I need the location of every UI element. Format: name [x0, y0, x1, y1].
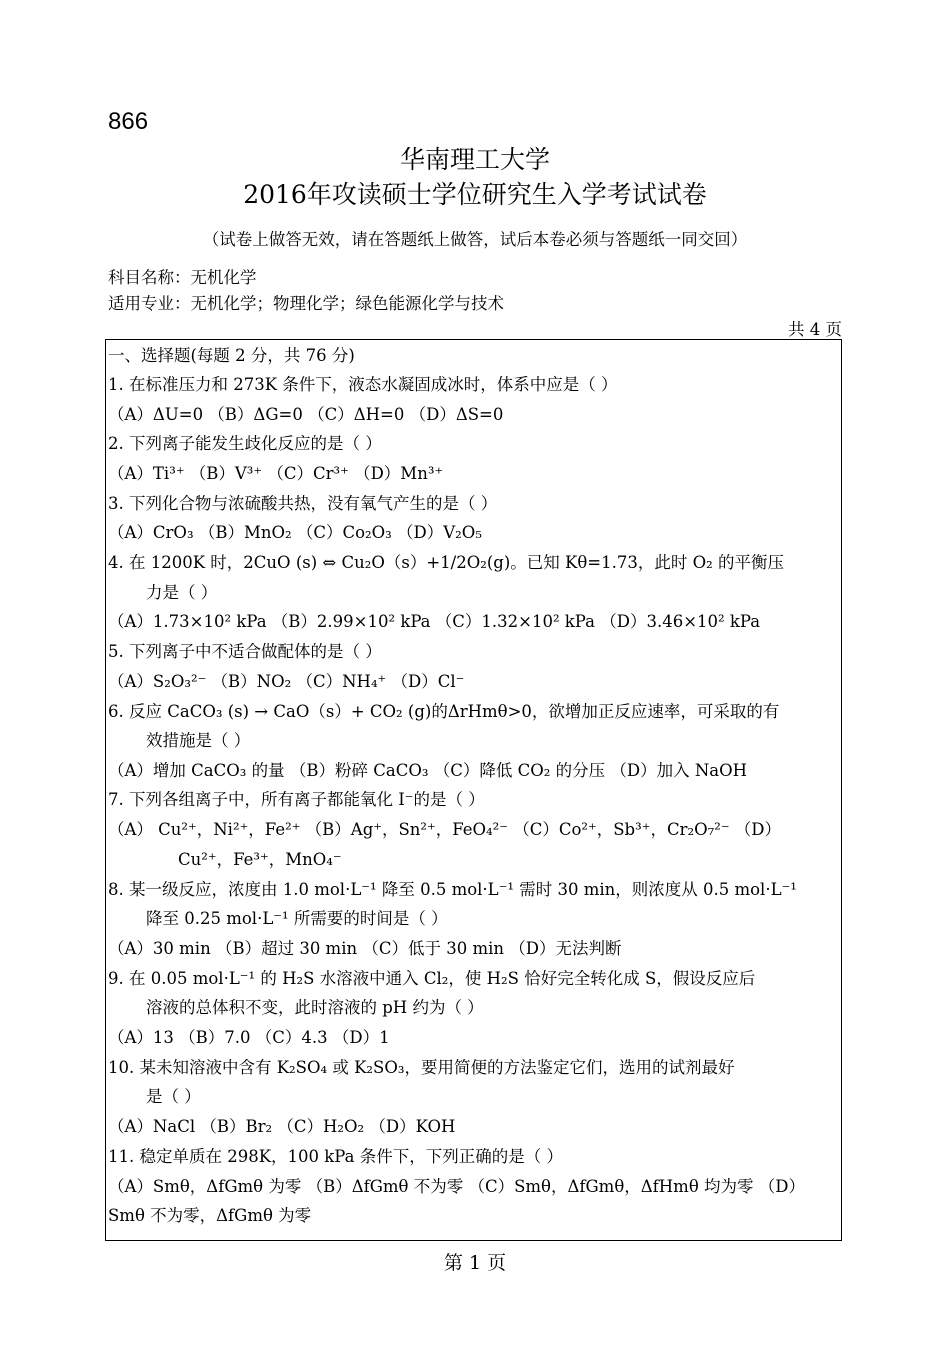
exam-code: 866	[108, 108, 149, 135]
options-line: （A）30 min （B）超过 30 min （C）低于 30 min （D）无法判断	[108, 939, 622, 958]
options-line: （A）增加 CaCO₃ 的量 （B）粉碎 CaCO₃ （C）降低 CO₂ 的分压 （D）加入 NaOH	[108, 761, 748, 780]
options-line: （A）Smθ，ΔfGmθ 为零 （B）ΔfGmθ 不为零 （C）Smθ，ΔfGmθ，ΔfHmθ 均为零 （D）	[108, 1177, 805, 1196]
options-line: （A）S₂O₃²⁻ （B）NO₂ （C）NH₄⁺ （D）Cl⁻	[108, 672, 465, 691]
exam-title: 2016年攻读硕士学位研究生入学考试试卷	[243, 180, 707, 209]
question-line: 3. 下列化合物与浓硫酸共热，没有氧气产生的是（ ）	[108, 494, 498, 513]
instruction-note: （试卷上做答无效，请在答题纸上做答，试后本卷必须与答题纸一同交回）	[202, 230, 748, 249]
question-line: 4. 在 1200K 时，2CuO (s) ⇔ Cu₂O（s）+1/2O₂(g)。已知 Kθ=1.73，此时 O₂ 的平衡压	[108, 553, 784, 572]
university-name: 华南理工大学	[399, 145, 550, 174]
question-line: 10. 某未知溶液中含有 K₂SO₄ 或 K₂SO₃，要用简便的方法鉴定它们，选用的试剂最好	[108, 1058, 735, 1077]
options-line: （A） Cu²⁺，Ni²⁺，Fe²⁺ （B）Ag⁺，Sn²⁺，FeO₄²⁻ （C）Co²⁺，Sb³⁺，Cr₂O₇²⁻ （D）	[108, 820, 782, 839]
options-line: （A）Ti³⁺ （B）V³⁺ （C）Cr³⁺ （D）Mn³⁺	[108, 464, 444, 483]
question-line: 8. 某一级反应，浓度由 1.0 mol·L⁻¹ 降至 0.5 mol·L⁻¹ 需时 30 min，则浓度从 0.5 mol·L⁻¹	[108, 880, 797, 899]
question-line-continued: 降至 0.25 mol·L⁻¹ 所需要的时间是（ ）	[146, 909, 448, 928]
question-line: 11. 稳定单质在 298K，100 kPa 条件下，下列正确的是（ ）	[108, 1147, 563, 1166]
question-line-continued: 力是（ ）	[146, 583, 218, 602]
total-pages: 共 4 页	[788, 320, 842, 339]
question-line-continued: 效措施是（ ）	[146, 731, 251, 750]
question-line: 9. 在 0.05 mol·L⁻¹ 的 H₂S 水溶液中通入 Cl₂，使 H₂S 恰好完全转化成 S，假设反应后	[108, 969, 756, 988]
applicable-majors: 适用专业：无机化学；物理化学；绿色能源化学与技术	[108, 294, 504, 313]
page-number: 第 1 页	[443, 1252, 507, 1274]
questions-box	[105, 339, 842, 1241]
subject-name: 科目名称：无机化学	[108, 268, 257, 287]
options-line: （A）13 （B）7.0 （C）4.3 （D）1	[108, 1028, 390, 1047]
question-line: 5. 下列离子中不适合做配体的是（ ）	[108, 642, 382, 661]
options-line: （A）ΔU=0 （B）ΔG=0 （C）ΔH=0 （D）ΔS=0	[108, 405, 504, 424]
options-line: （A）NaCl （B）Br₂ （C）H₂O₂ （D）KOH	[108, 1117, 456, 1136]
options-line-continued: Cu²⁺，Fe³⁺，MnO₄⁻	[178, 850, 342, 869]
question-line: 2. 下列离子能发生歧化反应的是（ ）	[108, 434, 382, 453]
question-line-continued: 是（ ）	[146, 1087, 201, 1106]
options-line: （A）1.73×10² kPa （B）2.99×10² kPa （C）1.32×10² kPa （D）3.46×10² kPa	[108, 612, 761, 631]
section-title: 一、选择题(每题 2 分，共 76 分)	[108, 346, 355, 365]
options-line: （A）CrO₃ （B）MnO₂ （C）Co₂O₃ （D）V₂O₅	[108, 523, 482, 542]
question-line: 1. 在标准压力和 273K 条件下，液态水凝固成冰时，体系中应是（ ）	[108, 375, 618, 394]
question-line: 7. 下列各组离子中，所有离子都能氧化 I⁻的是（ ）	[108, 790, 485, 809]
question-line-continued: 溶液的总体积不变，此时溶液的 pH 约为（ ）	[146, 998, 484, 1017]
question-line: 6. 反应 CaCO₃ (s) → CaO（s）+ CO₂ (g)的ΔrHmθ>0，欲增加正反应速率，可采取的有	[108, 702, 780, 721]
options-line-continued: Smθ 不为零，ΔfGmθ 为零	[108, 1206, 312, 1225]
